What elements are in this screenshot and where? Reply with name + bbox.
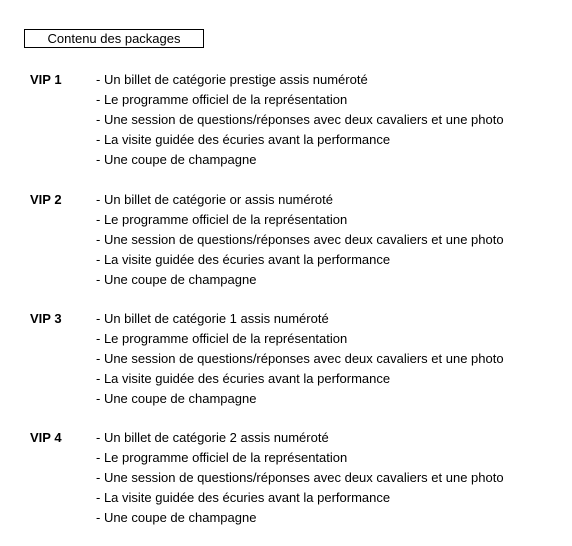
page-title: Contenu des packages	[24, 29, 204, 48]
package-item: - Un billet de catégorie or assis numéroté	[96, 192, 334, 207]
package-item: - Le programme officiel de la représentation	[96, 212, 348, 227]
package-item: - Un billet de catégorie 1 assis numéroté	[96, 311, 329, 326]
package-item: - Une session de questions/réponses avec deux cavaliers et une photo	[96, 112, 504, 127]
package-item: - Une coupe de champagne	[96, 272, 257, 287]
package-item: - Une session de questions/réponses avec deux cavaliers et une photo	[96, 470, 504, 485]
package-label: VIP 4	[30, 430, 62, 445]
package-item: - La visite guidée des écuries avant la performance	[96, 371, 391, 386]
package-item: - Le programme officiel de la représentation	[96, 450, 348, 465]
package-item: - Un billet de catégorie prestige assis numéroté	[96, 72, 368, 87]
package-items	[96, 428, 504, 528]
package-item: - Une coupe de champagne	[96, 391, 257, 406]
package-item: - Un billet de catégorie 2 assis numéroté	[96, 430, 329, 445]
package-items	[96, 70, 504, 170]
package-item: - Une session de questions/réponses avec deux cavaliers et une photo	[96, 232, 504, 247]
package-label: VIP 3	[30, 311, 62, 326]
package-item: - La visite guidée des écuries avant la performance	[96, 132, 391, 147]
package-items	[96, 190, 504, 290]
package-item: - Une coupe de champagne	[96, 152, 257, 167]
package-label: VIP 1	[30, 72, 62, 87]
package-item: - La visite guidée des écuries avant la performance	[96, 252, 391, 267]
package-item: - Le programme officiel de la représentation	[96, 331, 348, 346]
package-item: - Une coupe de champagne	[96, 510, 257, 525]
package-items	[96, 309, 504, 409]
package-item: - La visite guidée des écuries avant la performance	[96, 490, 391, 505]
package-item: - Le programme officiel de la représentation	[96, 92, 348, 107]
package-label: VIP 2	[30, 192, 62, 207]
package-item: - Une session de questions/réponses avec deux cavaliers et une photo	[96, 351, 504, 366]
